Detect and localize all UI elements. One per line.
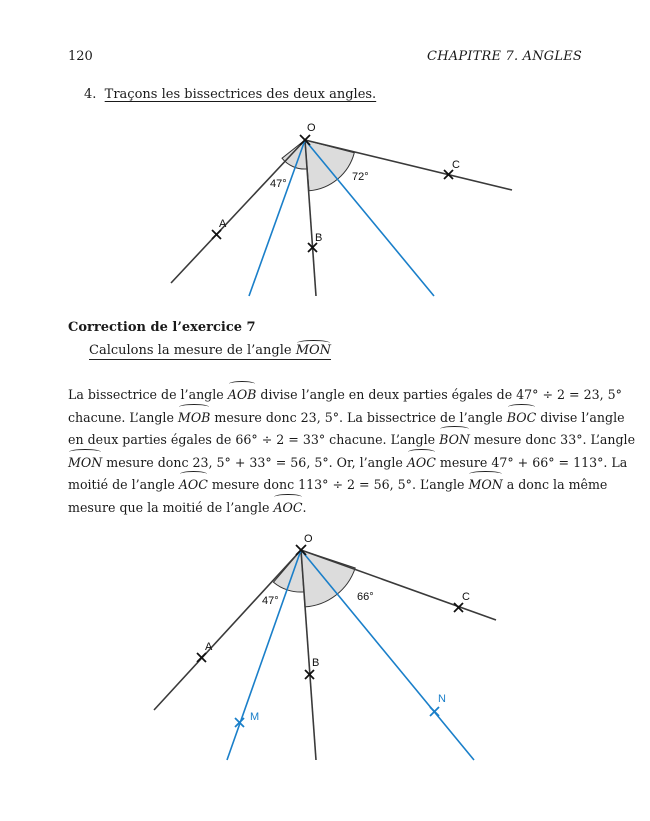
paragraph-text: .	[302, 499, 307, 515]
paragraph-text: divise l’angle	[536, 409, 625, 425]
angle-notation: BON	[439, 429, 470, 452]
figure-2	[0, 530, 650, 770]
paragraph-text: La bissectrice de l’angle	[68, 387, 228, 402]
ray-oa	[154, 550, 301, 710]
paragraph-line	[68, 497, 582, 520]
label-a: A	[205, 641, 213, 653]
subtitle-angle: MON	[295, 343, 332, 358]
paragraph-line	[68, 474, 608, 497]
point-n-cross	[430, 707, 439, 716]
paragraph-text: mesure 47° + 66° = 113°. La	[435, 454, 628, 470]
paragraph-text: mesure donc 23, 5° + 33° = 56, 5°. Or, l’angle	[102, 454, 407, 470]
label-c: C	[462, 591, 470, 603]
angle-notation: AOC	[179, 474, 208, 497]
label-b: B	[315, 232, 323, 244]
paragraph-text: chacune. L’angle	[68, 409, 178, 425]
paragraph-text: divise l’angle en deux parties égales de 47° ÷ 2 = 23, 5°	[256, 387, 622, 402]
exercise-title: Correction de l’exercice 7	[68, 320, 256, 335]
ray-oa	[171, 140, 305, 283]
exercise-subtitle	[89, 343, 331, 358]
step-number: 4.	[84, 87, 97, 102]
label-m: M	[250, 711, 260, 723]
page-number: 120	[68, 49, 93, 64]
paragraph-line	[68, 452, 628, 475]
subtitle-text: Calculons la mesure de l’angle	[89, 343, 296, 358]
sector-boc	[301, 550, 355, 607]
point-a-cross	[212, 230, 221, 239]
label-o: O	[307, 122, 316, 134]
paragraph-line	[68, 429, 636, 452]
step-4	[84, 87, 376, 102]
paragraph-line	[68, 384, 622, 407]
figure-1	[0, 118, 650, 318]
sector-boc	[305, 140, 354, 191]
paragraph-text: a donc la même	[502, 477, 608, 493]
angle-aob-label: 47°	[262, 595, 279, 607]
angle-notation: MON	[68, 452, 102, 475]
exercise-paragraph	[68, 384, 636, 520]
label-b: B	[312, 657, 320, 669]
paragraph-text: moitié de l’angle	[68, 477, 179, 493]
angle-notation: MON	[468, 474, 502, 497]
label-a: A	[219, 218, 227, 230]
label-c: C	[452, 159, 460, 171]
point-a-cross	[197, 653, 206, 662]
angle-aob-label: 47°	[270, 178, 287, 190]
angle-notation: AOC	[407, 452, 436, 475]
label-o: O	[304, 533, 313, 545]
label-n: N	[438, 693, 446, 705]
bisector-aob	[249, 140, 305, 296]
angle-notation: MOB	[178, 407, 210, 430]
bisector-boc	[305, 140, 434, 296]
step-text: Traçons les bissectrices des deux angles.	[104, 87, 377, 102]
paragraph-text: mesure donc 23, 5°. La bissectrice de l’angle	[210, 409, 507, 425]
paragraph-text: mesure donc 113° ÷ 2 = 56, 5°. L’angle	[207, 477, 469, 493]
angle-boc-label: 72°	[352, 171, 369, 183]
angle-notation: AOB	[228, 384, 257, 407]
subtitle-underline	[89, 343, 331, 360]
paragraph-line	[68, 407, 625, 430]
angle-notation: BOC	[507, 407, 536, 430]
chapter-title: CHAPITRE 7. ANGLES	[427, 49, 582, 64]
paragraph-text: mesure donc 33°. L’angle	[469, 432, 636, 448]
angle-boc-label: 66°	[357, 591, 374, 603]
angle-notation: AOC	[273, 497, 302, 520]
bisector-om	[227, 550, 301, 760]
paragraph-text: mesure que la moitié de l’angle	[68, 499, 274, 515]
paragraph-text: en deux parties égales de 66° ÷ 2 = 33° chacune. L’angle	[68, 432, 440, 448]
